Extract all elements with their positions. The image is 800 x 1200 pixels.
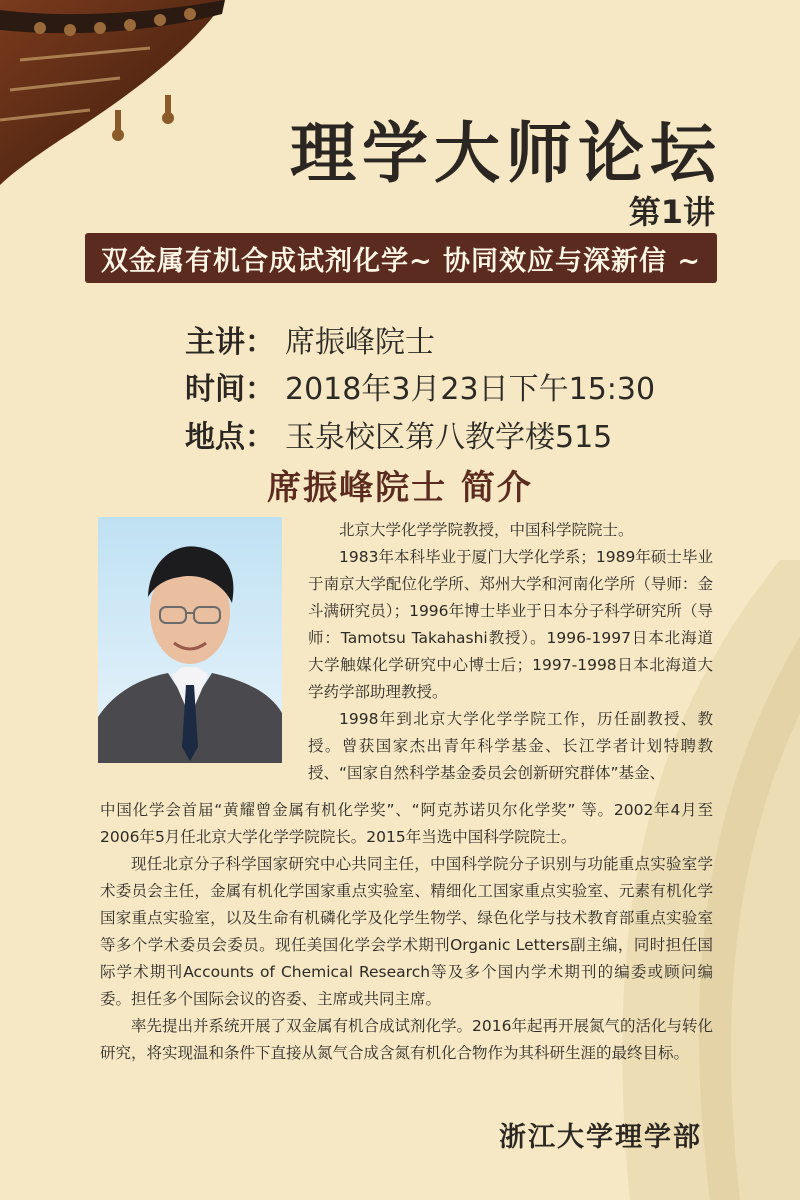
forum-title: 理学大师论坛	[290, 115, 722, 192]
lecture-subject: 双金属有机合成试剂化学~ 协同效应与深新信 ~	[100, 245, 702, 277]
time-label: 时间：	[185, 372, 275, 407]
bio-paragraph-3a: 1998年到北京大学化学学院工作，历任副教授、教授。曾获国家杰出青年科学基金、长江学者计划特聘教授、“国家自然科学基金委员会创新研究群体”基金、	[308, 710, 713, 782]
place-label: 地点：	[185, 420, 275, 455]
lecture-number: 第1讲	[628, 193, 715, 231]
bio-paragraph-5: 率先提出并系统开展了双金属有机合成试剂化学。2016年起再开展氮气的活化与转化研究，将实现温和条件下直接从氮气合成含氮有机化合物作为其科研生涯的最终目标。	[100, 1017, 713, 1062]
place-value: 玉泉校区第八教学楼515	[285, 420, 613, 455]
lecture-subject-banner	[85, 233, 717, 283]
bio-paragraph-2: 1983年本科毕业于厦门大学化学系；1989年硕士毕业于南京大学配位化学所、郑州大学和河南化学所（导师：金斗满研究员）；1996年博士毕业于日本分子科学研究所（导师：Tamotsu Takahashi教授）。1996-1997日本北海道大学触媒化学研究中心博士后；1997-1998日本北海道大学药学部助理教授。	[308, 548, 713, 701]
speaker-name: 席振峰院士	[285, 325, 435, 360]
bio-paragraph-1: 北京大学化学学院教授，中国科学院院士。	[339, 521, 634, 539]
place-row	[185, 412, 612, 456]
organizer: 浙江大学理学部	[499, 1122, 702, 1153]
bio-intro	[308, 517, 713, 787]
time-value: 2018年3月23日下午15:30	[285, 372, 656, 407]
bio-paragraph-3b: 中国化学会首届“黄耀曾金属有机化学奖”、“阿克苏诺贝尔化学奖” 等。2002年4月至2006年5月任北京大学化学学院院长。2015年当选中国科学院院士。	[100, 801, 713, 846]
speaker-row	[185, 317, 435, 361]
bio-heading: 席振峰院士 简介	[267, 468, 533, 508]
time-row	[185, 364, 655, 408]
bio-body	[100, 797, 713, 1067]
speaker-portrait	[98, 517, 282, 763]
speaker-label: 主讲：	[185, 325, 275, 360]
bio-paragraph-4: 现任北京分子科学国家研究中心共同主任，中国科学院分子识别与功能重点实验室学术委员会主任，金属有机化学国家重点实验室、精细化工国家重点实验室、元素有机化学国家重点实验室，以及生命有机磷化学及化学生物学、绿色化学与技术教育部重点实验室等多个学术委员会委员。现任美国化学会学术期刊Organic Letters副主编，同时担任国际学术期刊Accounts of Chemical Research等及多个国内学术期刊的编委或顾问编委。担任多个国际会议的咨委、主席或共同主席。	[100, 855, 713, 1008]
